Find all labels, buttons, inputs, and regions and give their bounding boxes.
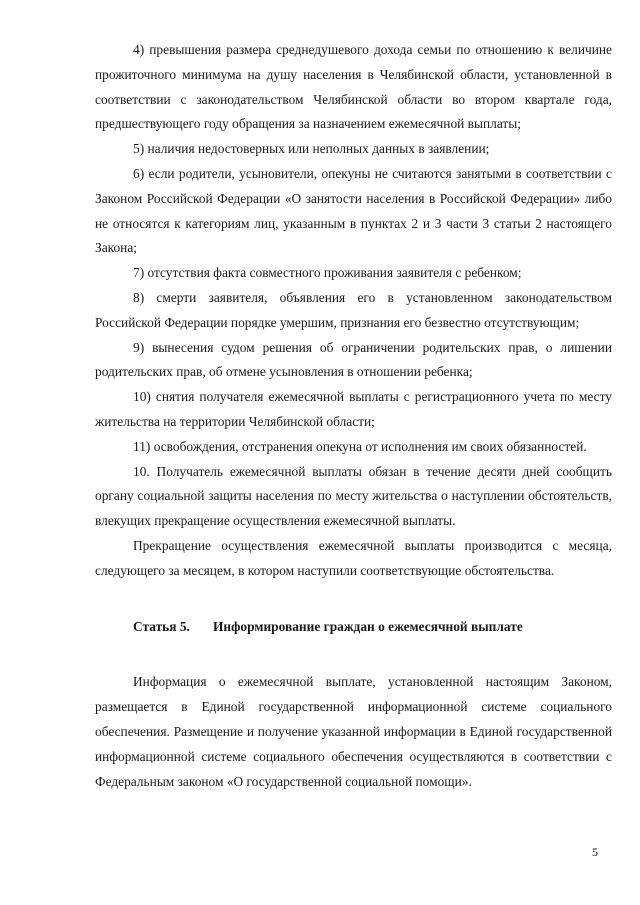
paragraph-item-7: 7) отсутствия факта совместного проживания заявителя с ребенком; — [133, 265, 522, 281]
paragraph-item-5: 5) наличия недостоверных или неполных данных в заявлении; — [133, 141, 490, 157]
paragraph-item-4: 4) превышения размера среднедушевого дохода семьи по отношению к величине прожиточного минимума на душу населения в Челябинской области, установленной в соответствии с законодательством Челябинской области во втором квартале года, предшествующего году обращения за назначением ежемесячной выплаты; — [95, 42, 612, 132]
paragraph-item-6: 6) если родители, усыновители, опекуны не считаются занятыми в соответствии с Законом Российской Федерации «О занятости населения в Российской Федерации» либо не относятся к категориям лиц, указанным в пунктах 2 и 3 части 3 статьи 2 настоящего Закона; — [95, 165, 612, 256]
paragraph-termination: Прекращение осуществления ежемесячной выплаты производится с месяца, следующего за месяцем, в котором наступили соответствующие обстоятельства. — [95, 537, 612, 578]
paragraph-item-8: 8) смерти заявителя, объявления его в установленном законодательством Российской Федерации порядке умершим, признания его безвестно отсутствующим; — [95, 289, 612, 330]
paragraph-article-body: Информация о ежемесячной выплате, установленной настоящим Законом, размещается в Единой государственной информационной системе социального обеспечения. Размещение и получение указанной информации в Единой государственной информационной системе социального обеспечения осуществляются в соответствии с Федеральным законом «О государственной социальной помощи». — [95, 674, 612, 789]
article-heading — [95, 615, 612, 640]
document-page — [95, 38, 612, 794]
article-number: Статья 5. — [133, 618, 190, 634]
paragraph-item-11: 11) освобождения, отстранения опекуна от исполнения им своих обязанностей. — [133, 438, 587, 454]
paragraph-part-10: 10. Получатель ежемесячной выплаты обязан в течение десяти дней сообщить органу социальной защиты населения по месту жительства о наступлении обстоятельств, влекущих прекращение осуществления ежемесячной выплаты. — [95, 463, 612, 529]
paragraph-item-10: 10) снятия получателя ежемесячной выплаты с регистрационного учета по месту жительства на территории Челябинской области; — [95, 389, 612, 429]
article-title: Информирование граждан о ежемесячной выплате — [213, 618, 523, 634]
page-number: 5 — [592, 845, 598, 859]
paragraph-item-9: 9) вынесения судом решения об ограничении родительских прав, о лишении родительских прав, об отмене усыновления в отношении ребенка; — [95, 339, 612, 380]
